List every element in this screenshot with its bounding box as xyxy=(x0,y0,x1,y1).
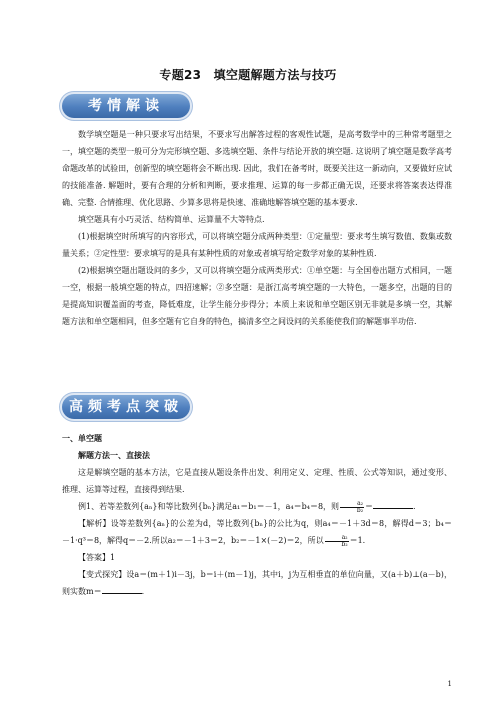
answer-blank xyxy=(102,584,142,594)
intro-paragraph-2: 填空题具有小巧灵活、结构简单、运算量不大等特点. xyxy=(78,215,265,224)
analysis-text: 【解析】设等差数列{aₙ}的公差为d，等比数列{bₙ}的公比为q，则a₄＝－1＋3d＝8，解得d＝3；b₄＝－1·q³＝8，解得q＝－2.所以a₂＝－1＋3＝2，b₂＝－1×(－2)＝2，所以 xyxy=(62,519,452,545)
analysis-paragraph xyxy=(62,515,452,549)
section-heading: 一、单空题 xyxy=(62,434,102,443)
fraction-denominator: b₂ xyxy=(341,540,348,548)
page-number: 1 xyxy=(447,680,452,688)
method-description: 这是解填空题的基本方法，它是直接从题设条件出发、利用定义、定理、性质、公式等知识，通过变形、推理、运算等过程，直接得到结果. xyxy=(62,468,452,494)
variant-question: 【变式探究】设a＝(m＋1)i－3j，b＝i＋(m－1)j，其中i，j为互相垂直的单位向量，又(a＋b)⊥(a－b)，则实数m＝ . xyxy=(62,570,452,596)
fraction-numerator: a₂ xyxy=(340,501,364,508)
analysis-suffix: ＝1. xyxy=(349,536,366,545)
intro-paragraph-3: (1)根据填空时所填写的内容形式，可以将填空题分成两种类型：①定量型：要求考生填写数值、数集或数量关系；②定性型：要求填写的是具有某种性质的对象或者填写给定数学对象的某种性质. xyxy=(62,232,452,258)
section-banner-exam-analysis: 考情解读 xyxy=(62,94,190,118)
content-block xyxy=(62,430,452,600)
variant-text: 【变式探究】设a＝(m＋1)i－3j，b＝i＋(m－1)j，其中i，j为互相垂直的单位向量，又(a＋b)⊥(a－b)，则实数m＝ xyxy=(62,570,452,596)
fraction-numerator: a₂ xyxy=(325,535,349,542)
answer-blank xyxy=(373,499,413,509)
answer-line: 【答案】1 xyxy=(78,553,116,562)
analysis-fraction xyxy=(325,535,349,548)
intro-block xyxy=(62,126,452,330)
intro-paragraph-1: 数学填空题是一种只要求写出结果，不要求写出解答过程的客观性试题，是高考数学中的三种常考题型之一，填空题的类型一般可分为完形填空题、多选填空题、条件与结论开放的填空题. 这说明了填空题是数学高考命题改革的试验田，创新型的填空题将会不断出现. 因此，我们在备考时，既要关注这一新动向，又要做好应试的技能准备. 解题时，要有合理的分析和判断，要求推理、运算的每一步都正确无误，还要求将答案表达得准确、完整. 合情推理、优化思路、少算多思将是快速、准确地解答填空题的基本要求. xyxy=(62,130,452,207)
example-1: 例1、若等差数列{aₙ}和等比数列{bₙ}满足a₁＝b₁＝－1，a₄＝b₄＝8，则 $\frac{\text{a₂}}{\text{b₂}}$ ＝ . xyxy=(78,499,416,514)
example-1-suffix: ＝ xyxy=(365,502,374,511)
section-banner-key-points: 高频考点突破 xyxy=(62,395,190,419)
method-heading: 解题方法一、直接法 xyxy=(78,451,150,460)
page-title: 专题23 填空题解题方法与技巧 xyxy=(159,68,337,82)
fraction-denominator: b₂ xyxy=(356,506,364,514)
example-1-text: 例1、若等差数列{aₙ}和等比数列{bₙ}满足a₁＝b₁＝－1，a₄＝b₄＝8，则 xyxy=(78,502,340,511)
example-1-fraction xyxy=(340,501,364,514)
intro-paragraph-4: (2)根据填空题出题设问的多少，又可以将填空题分成两类形式：①单空题：与全国卷出题方式相同，一题一空，根据一般填空题的特点，四招速解；②多空题：是浙江高考填空题的一大特色，一题多空，出题的目的是提高知识覆盖面的考查，降低难度，让学生能分步得分；本质上来说和单空题区别无非就是多填一空，其解题方法和单空题相同，但多空题有它自身的特色，搞清多空之间设问的关系能使我们的解题事半功倍. xyxy=(62,266,452,326)
